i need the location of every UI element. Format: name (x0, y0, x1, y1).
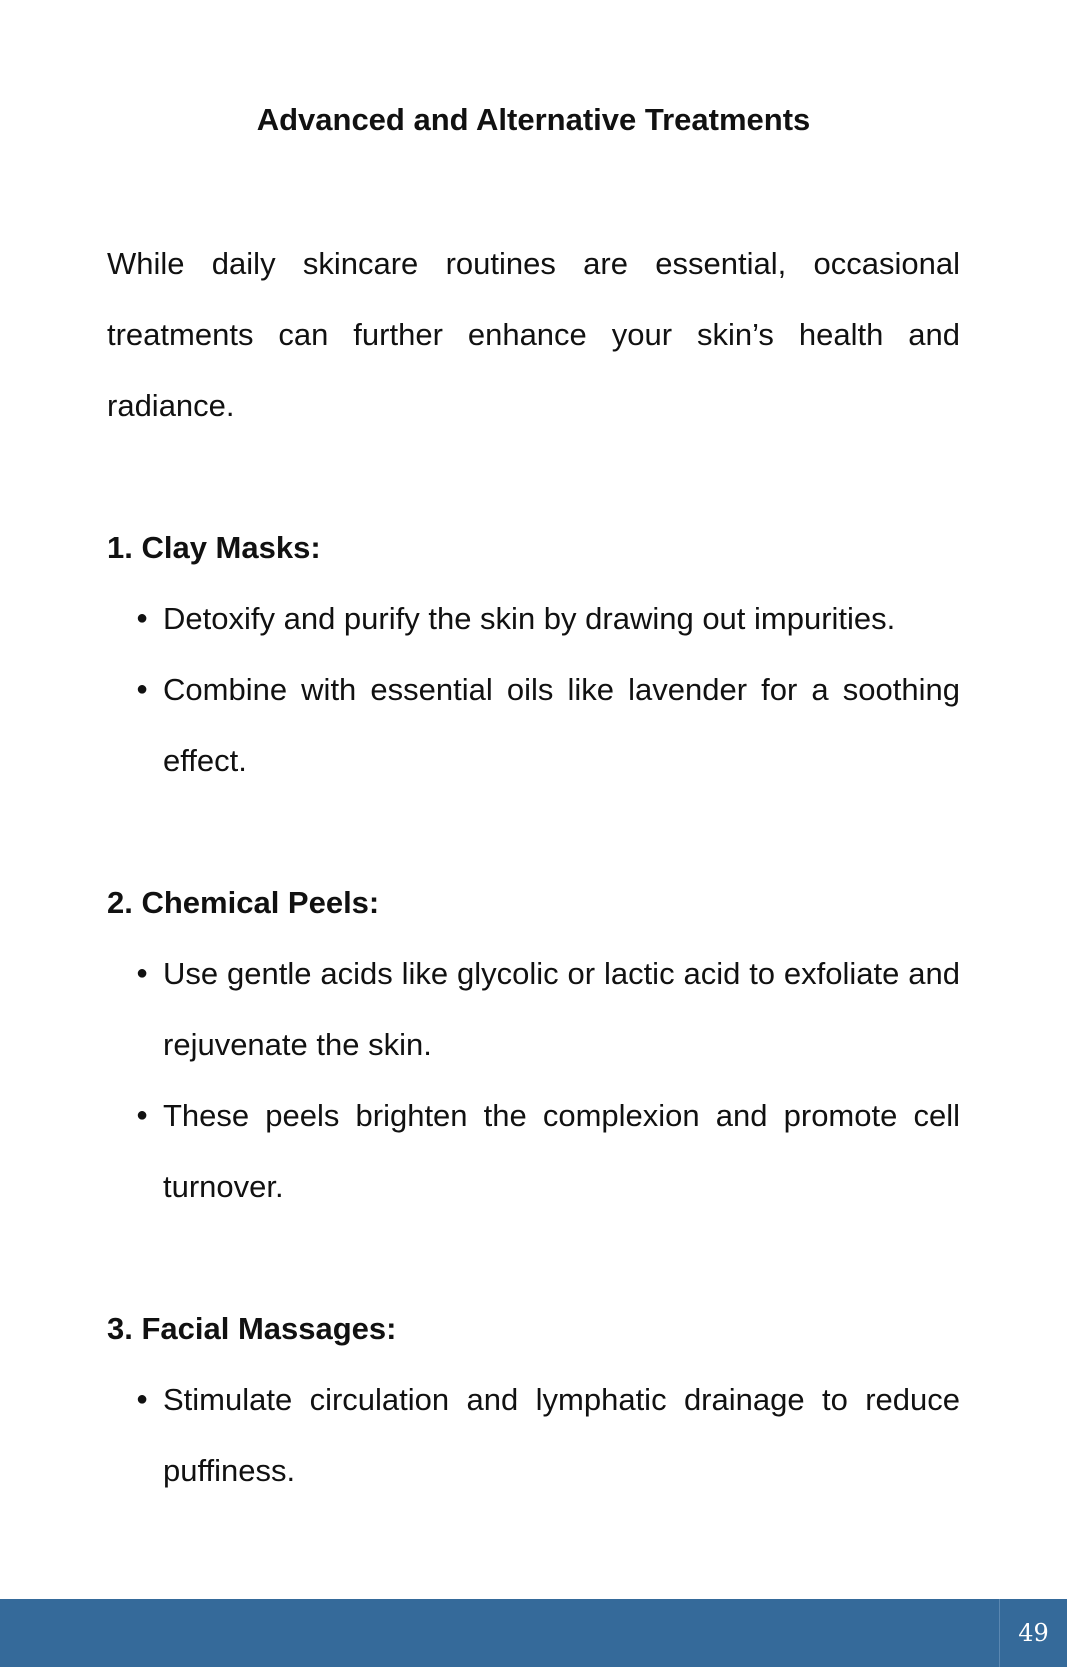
section-facial-massages (107, 1293, 960, 1506)
list-item-text: Combine with essential oils like lavender for a soothing effect. (163, 672, 960, 778)
section-clay-masks (107, 512, 960, 796)
list-item-text: Detoxify and purify the skin by drawing out impurities. (163, 601, 896, 636)
section-heading: 2. Chemical Peels: (107, 885, 380, 920)
section-heading: 1. Clay Masks: (107, 530, 321, 565)
section-chemical-peels (107, 867, 960, 1222)
bullet-list (107, 938, 960, 1222)
list-item (107, 1080, 960, 1222)
list-item (107, 654, 960, 796)
list-item (107, 583, 960, 654)
bullet-list (107, 1364, 960, 1506)
bullet-list (107, 583, 960, 796)
bullet-icon: ● (136, 962, 149, 984)
bullet-icon: ● (136, 1104, 149, 1126)
section-heading: 3. Facial Massages: (107, 1311, 397, 1346)
page-title: Advanced and Alternative Treatments (256, 102, 811, 137)
bullet-icon: ● (136, 1388, 149, 1410)
list-item (107, 938, 960, 1080)
list-item-text: These peels brighten the complexion and promote cell turnover. (163, 1098, 960, 1204)
list-item-text: Stimulate circulation and lymphatic drainage to reduce puffiness. (163, 1382, 960, 1488)
page-body (107, 228, 960, 1506)
list-item-text: Use gentle acids like glycolic or lactic acid to exfoliate and rejuvenate the skin. (163, 956, 960, 1062)
list-item (107, 1364, 960, 1506)
bullet-icon: ● (136, 607, 149, 629)
bullet-icon: ● (136, 678, 149, 700)
footer-bar (0, 1599, 1067, 1667)
intro-paragraph: While daily skincare routines are essential, occasional treatments can further enhance your skin’s health and radiance. (107, 246, 960, 423)
page-number: 49 (999, 1599, 1067, 1667)
